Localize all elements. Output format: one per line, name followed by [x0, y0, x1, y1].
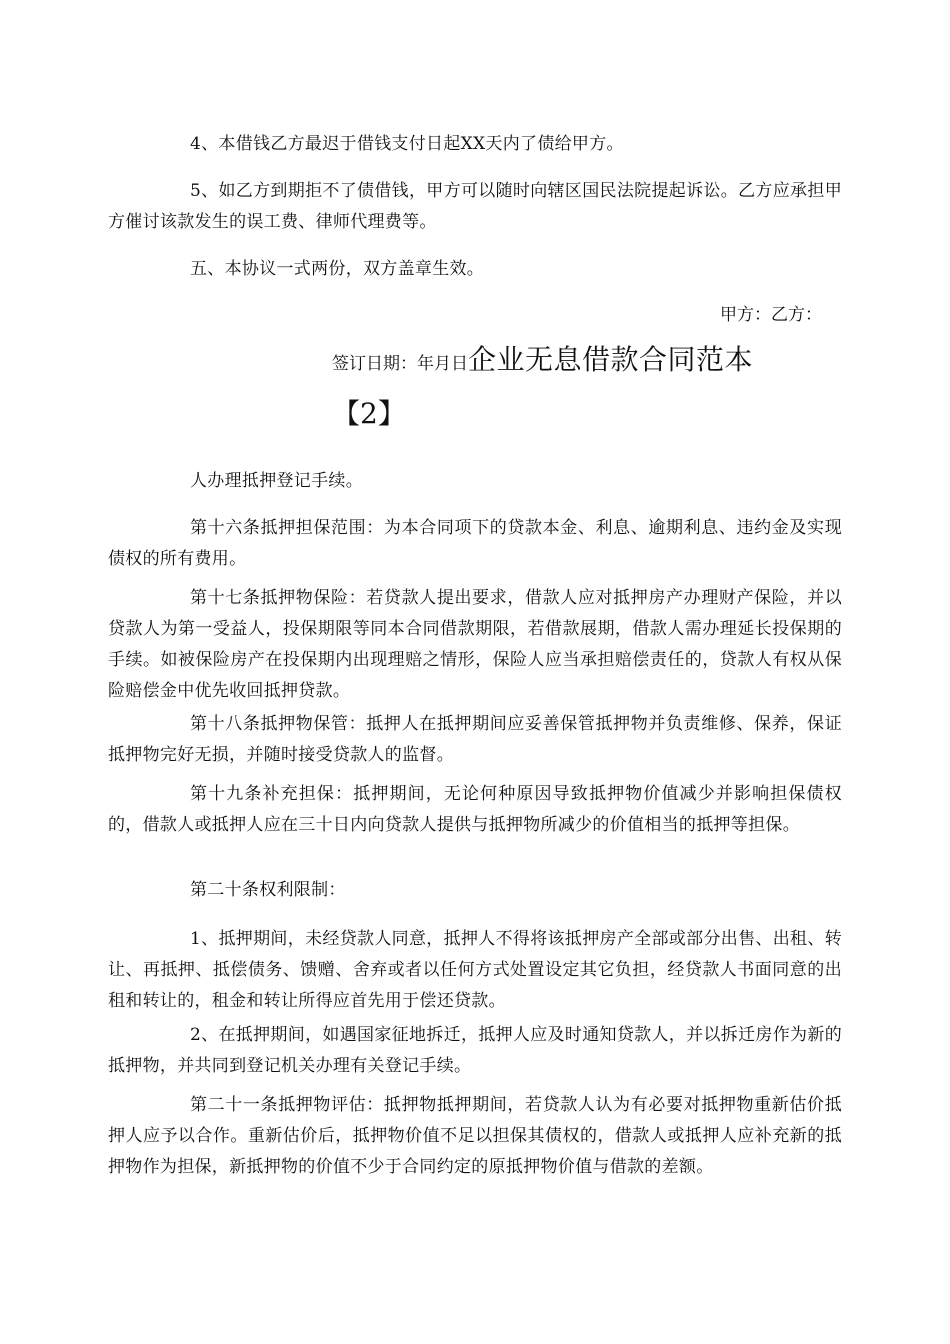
paragraph-article-20-item-1: 1、抵押期间，未经贷款人同意，抵押人不得将该抵押房产全部或部分出售、出租、转让、再抵押、抵偿债务、馈赠、舍弃或者以任何方式处置设定其它负担，经贷款人书面同意的出租和转让的，租金和转让所得应首先用于偿还贷款。 [108, 929, 842, 1011]
paragraph-article-21: 第二十一条抵押物评估：抵押物抵押期间，若贷款人认为有必要对抵押物重新估价抵押人应予以合作。重新估价后，抵押物价值不足以担保其债权的，借款人或抵押人应补充新的抵押物作为担保，新抵押物的价值不少于合同约定的原抵押物价值与借款的差额。 [108, 1095, 842, 1177]
paragraph-article-19: 第十九条补充担保：抵押期间，无论何种原因导致抵押物价值减少并影响担保债权的，借款人或抵押人应在三十日内向贷款人提供与抵押物所减少的价值相当的抵押等担保。 [108, 784, 842, 835]
paragraph-registration: 人办理抵押登记手续。 [190, 471, 363, 491]
sign-date: 签订日期：年月日 [332, 354, 468, 374]
parties-signature-line: 甲方：乙方： [720, 305, 822, 325]
paragraph-litigation: 5、如乙方到期拒不了债借钱，甲方可以随时向辖区国民法院提起诉讼。乙方应承担甲方催讨该款发生的误工费、律师代理费等。 [108, 181, 842, 232]
document-title-number: 【2】 [332, 397, 406, 430]
document-title: 企业无息借款合同范本 [468, 343, 754, 376]
paragraph-article-20: 第二十条权利限制： [190, 880, 346, 900]
paragraph-article-17: 第十七条抵押物保险：若贷款人提出要求，借款人应对抵押房产办理财产保险，并以贷款人为第一受益人，投保期限等同本合同借款期限，若借款展期，借款人需办理延长投保期的手续。如被保险房产在投保期内出现理赔之情形，保险人应当承担赔偿责任的，贷款人有权从保险赔偿金中优先收回抵押贷款。 [108, 588, 842, 701]
paragraph-repayment-deadline: 4、本借钱乙方最迟于借钱支付日起XX天内了债给甲方。 [190, 134, 624, 154]
paragraph-article-20-item-2: 2、在抵押期间，如遇国家征地拆迁，抵押人应及时通知贷款人，并以拆迁房作为新的抵押物，并共同到登记机关办理有关登记手续。 [108, 1025, 842, 1076]
paragraph-article-18: 第十八条抵押物保管：抵押人在抵押期间应妥善保管抵押物并负责维修、保养，保证抵押物完好无损，并随时接受贷款人的监督。 [108, 714, 842, 765]
sign-date-title-line [332, 338, 753, 378]
paragraph-copies: 五、本协议一式两份，双方盖章生效。 [190, 259, 485, 279]
paragraph-article-16: 第十六条抵押担保范围：为本合同项下的贷款本金、利息、逾期利息、违约金及实现债权的所有费用。 [108, 518, 842, 569]
